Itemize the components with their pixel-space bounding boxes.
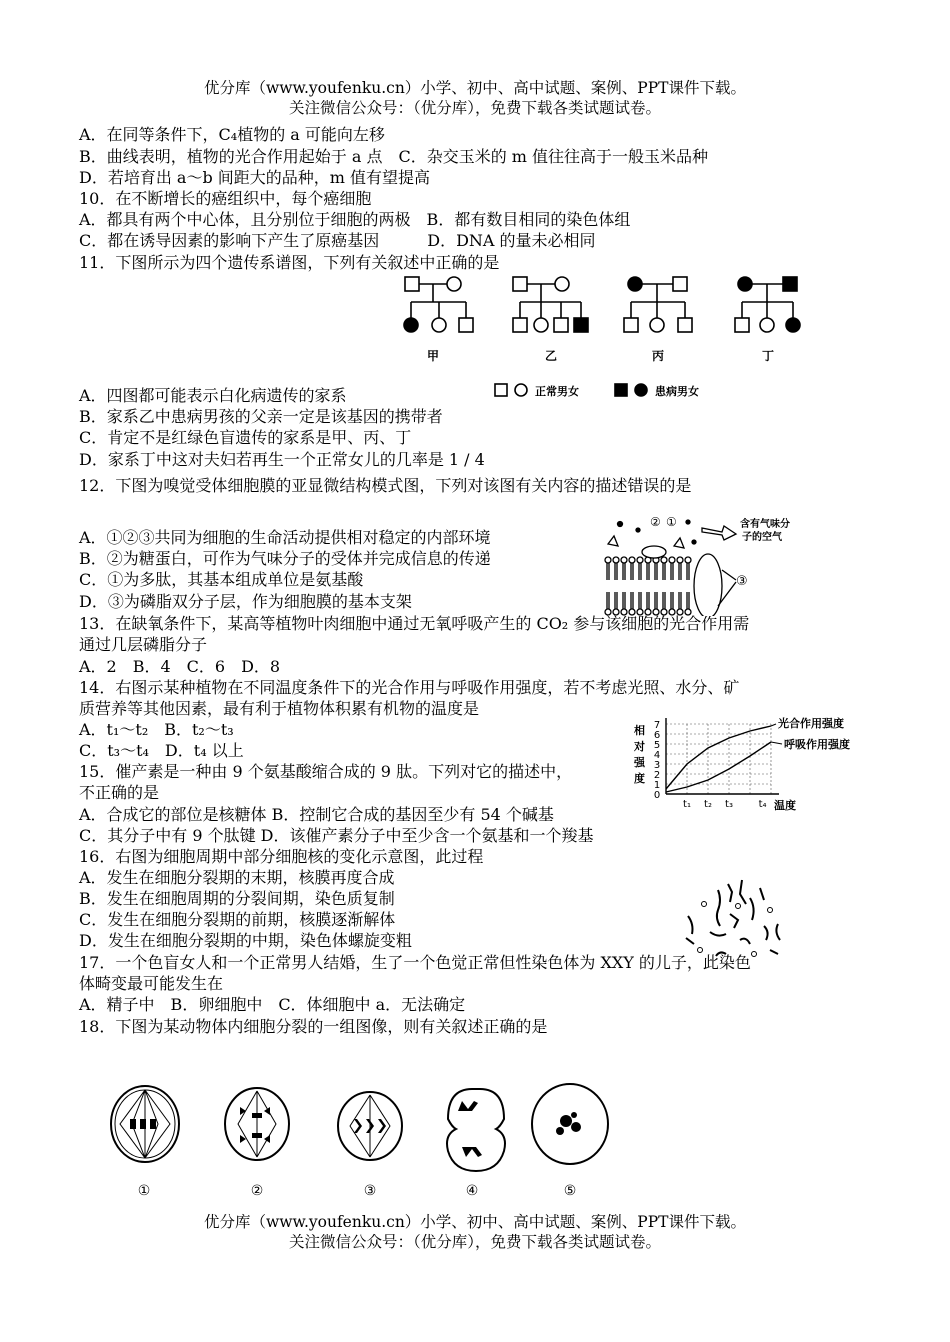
y-axis-label: 对 [634,740,645,753]
phospholipid [661,557,667,580]
svg-text:②: ② [650,515,661,529]
x-tick-label: t₄ [758,799,767,810]
phospholipid [621,592,627,615]
text-line: C．发生在细胞分裂期的前期，核膜逐渐解体 [79,910,396,929]
text-line: A．①②③共同为细胞的生命活动提供相对稳定的内部环境 [79,528,491,547]
phospholipid [637,592,643,615]
cell-label: ④ [465,1183,479,1199]
pedigree-son-affected [574,318,588,332]
membrane-figure [600,508,850,616]
svg-text:①: ① [666,515,677,529]
y-tick-label: 7 [653,720,661,731]
footer-line-2: 关注微信公众号：（优分库），免费下载各类试题试卷。 [288,1233,661,1251]
y-tick-label: 4 [653,750,661,761]
receptor-protein [642,546,666,558]
question-16: 16．右图为细胞周期中部分细胞核的变化示意图，此过程 [79,847,484,866]
legend-photosynthesis: 光合作用强度 [778,717,844,730]
text-line: A．四图都可能表示白化病遗传的家系 [79,386,347,405]
footer-line-1: 优分库（www.youfenku.cn）小学、初中、高中试题、案例、PPT课件下载。 [203,1213,747,1231]
phospholipid [653,557,659,580]
text-line: C．①为多肽，其基本组成单位是氨基酸 [79,570,364,589]
text-line: B．发生在细胞周期的分裂间期，染色质复制 [79,889,395,908]
phospholipid [685,592,691,615]
x-tick-label: t₃ [725,799,733,810]
text-line: A．合成它的部位是核糖体 B．控制它合成的基因至少有 54 个碱基 [79,805,554,824]
text-line: A．都具有两个中心体，且分别位于细胞的两极 B．都有数目相同的染色体组 [79,210,631,229]
text-line: D．发生在细胞分裂期的中期，染色体螺旋变粗 [79,931,412,950]
phospholipid [653,592,659,615]
question-10: 10．在不断增长的癌组织中，每个癌细胞 [79,189,372,208]
legend-affected: 患病男女 [655,385,699,398]
y-tick-label: 3 [653,760,661,771]
text-line: B．曲线表明，植物的光合作用起始于 a 点 C．杂交玉米的 m 值往往高于一般玉米品种 [79,147,709,166]
cell-division-figure [100,1075,620,1205]
x-tick-label: t₂ [704,799,712,810]
legend-respiration: 呼吸作用强度 [784,738,850,751]
text-line: A．精子中 B．卵细胞中 C．体细胞中 a．无法确定 [79,995,466,1014]
phospholipid [677,592,683,615]
phospholipid [645,592,651,615]
svg-text:子的空气: 子的空气 [742,532,782,543]
text-line: C．肯定不是红绿色盲遗传的家系是甲、丙、丁 [79,428,412,447]
phospholipid [637,557,643,580]
y-tick-label: 1 [653,780,661,791]
text-line: D．③为磷脂双分子层，作为细胞膜的基本支架 [79,592,412,611]
phospholipid [605,557,611,580]
question-18: 18．下图为某动物体内细胞分裂的一组图像，则有关叙述正确的是 [79,1017,548,1036]
text-line: B．②为糖蛋白，可作为气味分子的受体并完成信息的传递 [79,549,491,568]
y-axis-label: 强 [634,756,645,769]
phospholipid [613,592,619,615]
y-axis-label: 相 [634,724,645,737]
phospholipid [669,557,675,580]
phospholipid [629,592,635,615]
phospholipid-upper [605,557,691,580]
pedigree-label: 乙 [544,349,558,363]
protein-3 [694,554,722,616]
pedigree-label: 丁 [761,349,775,363]
pedigree-daughter-affected [404,318,418,332]
text-line: A．t₁～t₂ B．t₂～t₃ [79,720,234,739]
text-line: C．都在诱导因素的影响下产生了原癌基因 D．DNA 的量未必相同 [79,231,596,250]
text-line: 通过几层磷脂分子 [79,635,208,654]
cell-label: ⑤ [563,1183,577,1199]
pedigree-father-normal [405,277,419,291]
text-line: C．其分子中有 9 个肽键 D．该催产素分子中至少含一个氨基和一个羧基 [79,826,594,845]
cell-4 [447,1089,505,1171]
pedigree-mother-normal [447,277,461,291]
photosynthesis-graph [626,712,886,812]
phospholipid [685,557,691,580]
respiration-line [666,742,771,792]
svg-text:③: ③ [736,574,748,589]
x-tick-label: t₁ [683,799,691,810]
pedigree-label: 丙 [651,349,665,363]
phospholipid [621,557,627,580]
cell-label: ① [137,1183,151,1199]
x-axis-label: 温度 [774,799,796,812]
y-tick-label: 0 [653,790,661,801]
text-line: D．若培育出 a～b 间距大的品种，m 值有望提高 [79,168,431,187]
phospholipid [605,592,611,615]
header-line-2: 关注微信公众号：（优分库），免费下载各类试题试卷。 [288,99,661,117]
leader-line [771,724,776,726]
phospholipid [677,557,683,580]
text-line: C．t₃～t₄ D．t₄ 以上 [79,741,244,760]
legend-normal: 正常男女 [535,385,579,398]
cell-label: ② [250,1183,264,1199]
text-line: D．家系丁中这对夫妇若再生一个正常女儿的几率是 1 / 4 [79,450,485,469]
question-15: 15．催产素是一种由 9 个氨基酸缩合成的 9 肽。下列对它的描述中， [79,762,573,781]
y-tick-label: 6 [653,730,661,741]
question-13: 13．在缺氧条件下，某高等植物叶肉细胞中通过无氧呼吸产生的 CO₂ 参与该细胞的光合作用需 [79,614,750,633]
y-tick-label: 5 [653,740,661,751]
pedigree-figure [395,272,835,402]
y-axis-label: 度 [634,772,645,785]
leader-line [771,742,782,744]
phospholipid [645,557,651,580]
cell-label: ③ [363,1183,377,1199]
phospholipid [629,557,635,580]
question-11: 11．下图所示为四个遗传系谱图，下列有关叙述中正确的是 [79,253,500,272]
question-14: 14．右图示某种植物在不同温度条件下的光合作用与呼吸作用强度，若不考虑光照、水分、矿 [79,678,740,697]
text-line: 质营养等其他因素，最有利于植物体积累有机物的温度是 [79,699,480,718]
header-line-1: 优分库（www.youfenku.cn）小学、初中、高中试题、案例、PPT课件下载。 [203,79,747,97]
text-line: B．家系乙中患病男孩的父亲一定是该基因的携带者 [79,407,443,426]
photosynthesis-line [666,726,771,789]
pedigree-label: 甲 [426,349,440,363]
y-tick-label: 2 [653,770,661,781]
nucleus-figure [680,870,800,970]
text-line: A．发生在细胞分裂期的末期，核膜再度合成 [79,868,395,887]
text-line: A．2 B．4 C．6 D．8 [79,657,281,676]
phospholipid [669,592,675,615]
question-12: 12．下图为嗅觉受体细胞膜的亚显微结构模式图，下列对该图有关内容的描述错误的是 [79,476,692,495]
text-line: 不正确的是 [79,783,160,802]
question-17: 17．一个色盲女人和一个正常男人结婚，生了一个色觉正常但性染色体为 XXY 的儿子，此染色 [79,953,751,972]
svg-text:含有气味分: 含有气味分 [740,519,790,530]
phospholipid-lower [605,592,691,615]
phospholipid [661,592,667,615]
text-line: A．在同等条件下，C₄植物的 a 可能向左移 [79,125,385,144]
text-line: 体畸变最可能发生在 [79,974,224,993]
phospholipid [613,557,619,580]
